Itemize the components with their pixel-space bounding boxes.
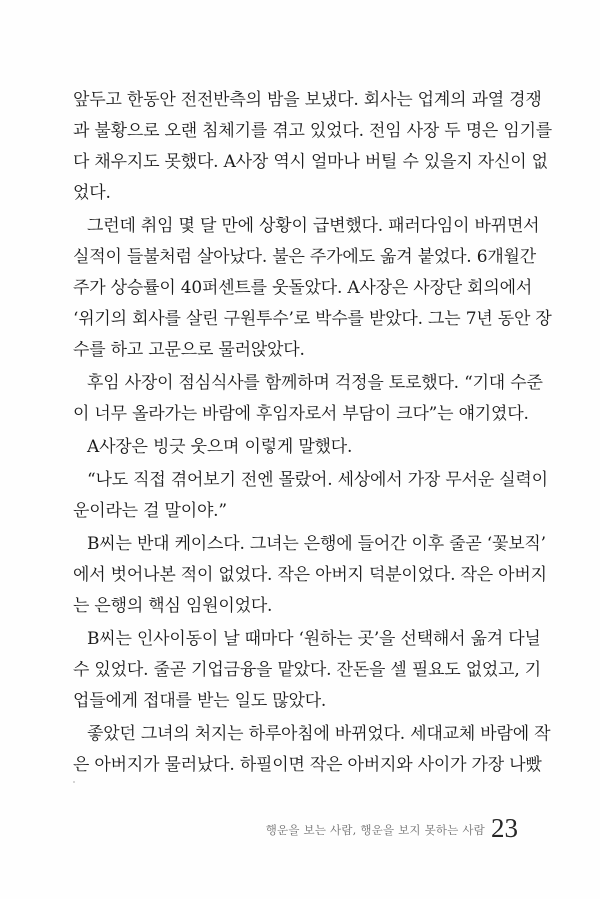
text-line: 었다. (73, 183, 111, 203)
text-line: “나도 직접 겪어보기 전엔 몰랐어. 세상에서 가장 무서운 실력이 (87, 470, 548, 490)
text-line: 후임 사장이 점심식사를 함께하며 걱정을 토로했다. “기대 수준 (87, 373, 543, 393)
running-title: 행운을 보는 사람, 행운을 보지 못하는 사람 (265, 823, 485, 837)
text-line: 앞두고 한동안 전전반측의 밤을 보냈다. 회사는 업계의 과열 경쟁 (73, 90, 542, 110)
text-line: 그런데 취임 몇 달 만에 상황이 급변했다. 패러다임이 바뀌면서 (87, 216, 540, 236)
text-line: 운이라는 걸 말이야.” (73, 501, 227, 521)
text-line: 과 불황으로 오랜 침체기를 겪고 있었다. 전임 사장 두 명은 임기를 (73, 121, 553, 141)
text-line: 는 은행의 핵심 임원이었다. (73, 596, 273, 616)
text-line: A사장은 빙긋 웃으며 이렇게 말했다. (87, 437, 353, 457)
text-line: 수 있었다. 줄곧 기업금융을 맡았다. 잔돈을 셀 필요도 없었고, 기 (73, 660, 541, 680)
text-line: 에서 벗어나본 적이 없었다. 작은 아버지 덕분이었다. 작은 아버지 (73, 565, 547, 585)
text-line: ‘위기의 회사를 살린 구원투수’로 박수를 받았다. 그는 7년 동안 장 (73, 309, 552, 329)
text-line: B씨는 인사이동이 날 때마다 ‘원하는 곳’을 선택해서 옮겨 다닐 (87, 629, 541, 649)
text-line: 은 아버지가 물러났다. 하필이면 작은 아버지와 사이가 가장 나빴 (73, 755, 542, 775)
text-line: 다 채우지도 못했다. A사장 역시 얼마나 버틸 수 있을지 자신이 없 (73, 152, 548, 172)
text-line: 주가 상승률이 40퍼센트를 웃돌았다. A사장은 사장단 회의에서 (73, 278, 533, 298)
text-line: 업들에게 접대를 받는 일도 많았다. (73, 691, 327, 711)
text-line: 좋았던 그녀의 처지는 하루아침에 바뀌었다. 세대교체 바람에 작 (87, 724, 551, 744)
text-line: 수를 하고 고문으로 물러앉았다. (73, 340, 305, 360)
text-line: 이 너무 올라가는 바람에 후임자로서 부담이 크다”는 얘기였다. (73, 404, 529, 424)
text-line: B씨는 반대 케이스다. 그녀는 은행에 들어간 이후 줄곧 ‘꽃보직’ (87, 534, 546, 554)
print-speck (73, 781, 75, 783)
text-line: 실적이 들불처럼 살아났다. 불은 주가에도 옮겨 붙었다. 6개월간 (73, 247, 536, 267)
page-footer (0, 808, 600, 848)
page-number: 23 (491, 813, 518, 843)
